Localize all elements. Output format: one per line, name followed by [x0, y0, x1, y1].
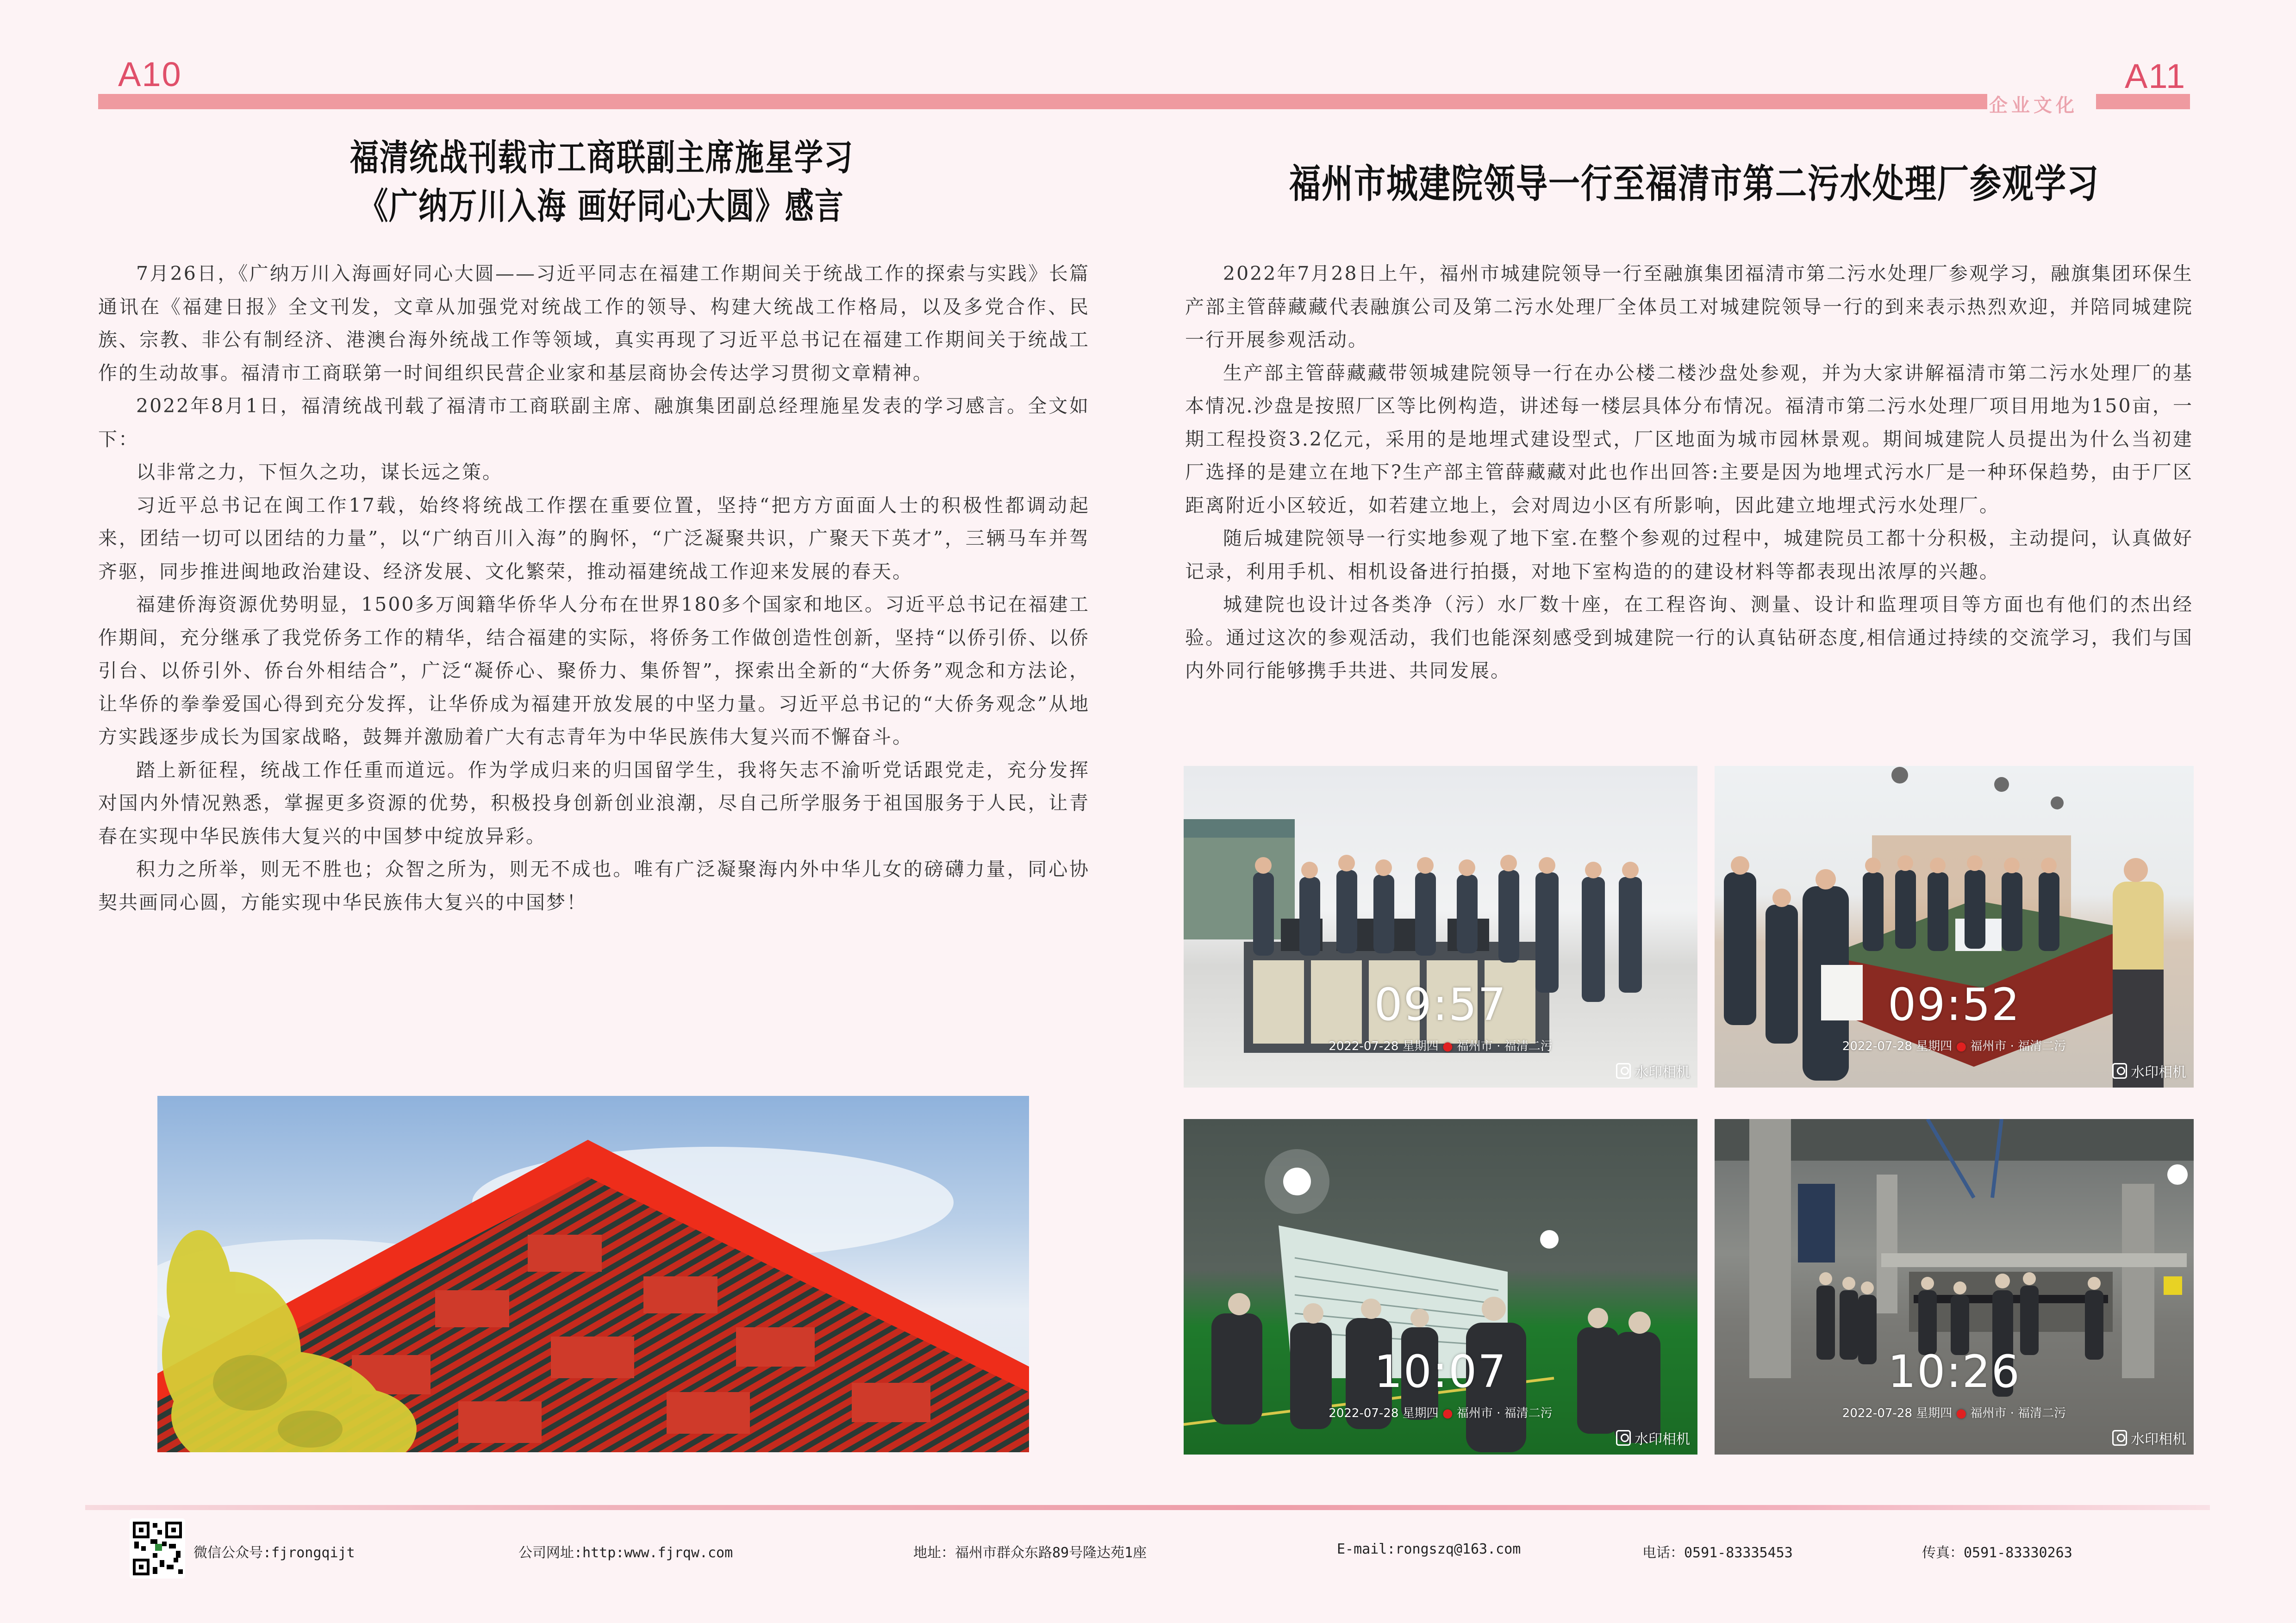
watermark	[1616, 1061, 1690, 1081]
qr-code-icon	[130, 1518, 185, 1579]
left-paragraph: 习近平总书记在闽工作17载，始终将统战工作摆在重要位置，坚持“把方方面面人士的积极性都调动起来，团结一切可以团结的力量”，以“广纳百川入海”的胸怀，“广泛凝聚共识，广聚天下英才”，三辆马车并驾齐驱，同步推进闽地政治建设、经济发展、文化繁荣，推动福建统战工作迎来发展的春天。	[98, 494, 1090, 583]
location-pin-icon: ●	[1442, 1039, 1453, 1053]
photo-date-location	[1184, 1037, 1697, 1054]
watermark	[2112, 1061, 2186, 1081]
photo-location: 福州市 · 福清二污	[1970, 1406, 2066, 1420]
left-paragraph: 踏上新征程，统战工作任重而道远。作为学成归来的归国留学生，我将矢志不渝听党话跟党走，充分发挥对国内外情况熟悉，掌握更多资源的优势，积极投身创新创业浪潮，尽自己所学服务于祖国服务于人民，让青春在实现中华民族伟大复兴的中国梦中绽放异彩。	[98, 759, 1090, 847]
footer-website[interactable]: 公司网址:http:www.fjrqw.com	[518, 1545, 733, 1561]
left-title-line-1: 福清统战刊载市工商联副主席施星学习	[349, 136, 854, 179]
photo-sand-table	[1715, 766, 2194, 1088]
right-paragraph: 城建院也设计过各类净（污）水厂数十座，在工程咨询、测量、设计和监理项目等方面也有他们的杰出经验。通过这次的参观活动，我们也能深刻感受到城建院一行的认真钻研态度,相信通过持续的交流学习，我们与国内外同行能够携手共进、共同发展。	[1185, 593, 2193, 682]
watermark-label: 水印相机	[2131, 1431, 2186, 1448]
footer-email[interactable]: E-mail:rongszq@163.com	[1337, 1541, 1521, 1557]
photo-time: 09:52	[1888, 979, 2021, 1031]
photo-basement-board	[1184, 1119, 1697, 1455]
left-paragraph: 积力之所举，则无不胜也；众智之所为，则无不成也。唯有广泛凝聚海内外中华儿女的磅礴力量，同心协契共画同心圆，方能实现中华民族伟大复兴的中国梦！	[98, 858, 1090, 914]
header-bar-right	[2096, 94, 2190, 109]
right-page-number: A11	[2125, 57, 2186, 95]
left-article-title	[139, 138, 1065, 226]
photo-date: 2022-07-28 星期四	[1842, 1406, 1953, 1420]
left-paragraph: 福建侨海资源优势明显，1500多万闽籍华侨华人分布在世界180多个国家和地区。习近平总书记在福建工作期间，充分继承了我党侨务工作的精华，结合福建的实际，将侨务工作做创造性创新，坚持“以侨引侨、以侨引台、以侨引外、侨台外相结合”，广泛“凝侨心、聚侨力、集侨智”，探索出全新的“大侨务”观念和方法论，让华侨的拳拳爱国心得到充分发挥，让华侨成为福建开放发展的中坚力量。习近平总书记的“大侨务观念”从地方实践逐步成长为国家战略，鼓舞并激励着广大有志青年为中华民族伟大复兴而不懈奋斗。	[98, 593, 1090, 748]
photo-date: 2022-07-28 星期四	[1329, 1406, 1439, 1420]
left-paragraph: 7月26日，《广纳万川入海画好同心大圆——习近平同志在福建工作期间关于统战工作的探索与实践》长篇通讯在《福建日报》全文刊发，文章从加强党对统战工作的领导、构建大统战工作格局，以及多党合作、民族、宗教、非公有制经济、港澳台海外统战工作等领域，真实再现了习近平总书记在福建工作期间关于统战工作的生动故事。福清市工商联第一时间组织民营企业家和基层商协会传达学习贯彻文章精神。	[98, 262, 1090, 384]
watermark-label: 水印相机	[1635, 1064, 1690, 1081]
right-article-title: 福州市城建院领导一行至福清市第二污水处理厂参观学习	[1289, 162, 2099, 207]
location-pin-icon: ●	[1956, 1039, 1967, 1053]
footer-phone: 电话：0591-83335453	[1642, 1545, 1793, 1561]
photo-basement-equipment	[1715, 1119, 2194, 1455]
location-pin-icon: ●	[1442, 1406, 1453, 1420]
wechat-qr-code[interactable]	[130, 1518, 185, 1579]
photo-location: 福州市 · 福清二污	[1456, 1039, 1553, 1053]
header-bar-left	[98, 94, 1987, 109]
left-paragraph: 2022年8月1日，福清统战刊载了福清市工商联副主席、融旗集团副总经理施星发表的学习感言。全文如下：	[98, 395, 1090, 450]
section-tag: 企业文化	[1989, 95, 2078, 116]
right-article-body	[1185, 257, 2193, 688]
photo-location: 福州市 · 福清二污	[1970, 1039, 2066, 1053]
photo-time: 09:57	[1374, 979, 1507, 1031]
footer-wechat: 微信公众号:fjrongqijt	[193, 1545, 355, 1561]
photo-date-location	[1715, 1037, 2194, 1054]
photo-date-location	[1184, 1404, 1697, 1421]
camera-icon	[1616, 1063, 1631, 1079]
left-page-number: A10	[118, 55, 182, 93]
footer-divider	[85, 1505, 2210, 1510]
left-paragraph: 以非常之力，下恒久之功，谋长远之策。	[136, 461, 503, 483]
watermark-label: 水印相机	[2131, 1064, 2186, 1081]
right-paragraph: 生产部主管薛藏藏带领城建院领导一行在办公楼二楼沙盘处参观，并为大家讲解福清市第二污水处理厂的基本情况.沙盘是按照厂区等比例构造，讲述每一楼层具体分布情况。福清市第二污水处理厂项目用地为150亩，一期工程投资3.2亿元，采用的是地埋式建设型式，厂区地面为城市园林景观。期间城建院人员提出为什么当初建厂选择的是建立在地下?生产部主管薛藏藏对此也作出回答:主要是因为地埋式污水厂是一种环保趋势，由于厂区距离附近小区较近，如若建立地上，会对周边小区有所影响，因此建立地埋式污水处理厂。	[1185, 361, 2193, 516]
right-paragraph: 随后城建院领导一行实地参观了地下室.在整个参观的过程中，城建院员工都十分积极，主动提问，认真做好记录，利用手机、相机设备进行拍摄，对地下室构造的的建设材料等都表现出浓厚的兴趣。	[1185, 527, 2193, 583]
right-paragraph: 2022年7月28日上午，福州市城建院领导一行至融旗集团福清市第二污水处理厂参观学习，融旗集团环保生产部主管薛藏藏代表融旗公司及第二污水处理厂全体员工对城建院领导一行的到来表示热烈欢迎，并陪同城建院一行开展参观活动。	[1185, 262, 2193, 351]
location-pin-icon: ●	[1956, 1406, 1967, 1420]
footer-fax: 传真：0591-83330263	[1922, 1545, 2072, 1561]
photo-date: 2022-07-28 星期四	[1842, 1039, 1953, 1053]
footer-address: 地址：福州市群众东路89号隆达苑1座	[913, 1545, 1147, 1561]
camera-icon	[1616, 1430, 1631, 1446]
watermark	[1616, 1428, 1690, 1448]
left-title-line-2: 《广纳万川入海 画好同心大圆》感言	[359, 185, 844, 227]
pavilion-illustration	[157, 1096, 1029, 1452]
photo-date-location	[1715, 1404, 2194, 1421]
left-article-body	[98, 257, 1090, 919]
watermark	[2112, 1428, 2186, 1448]
watermark-label: 水印相机	[1635, 1431, 1690, 1448]
photo-location: 福州市 · 福清二污	[1456, 1406, 1553, 1420]
camera-icon	[2112, 1063, 2127, 1079]
photo-control-room	[1184, 766, 1697, 1088]
photo-date: 2022-07-28 星期四	[1329, 1039, 1439, 1053]
pavilion-photo	[157, 1096, 1029, 1452]
photo-time: 10:07	[1374, 1346, 1507, 1398]
camera-icon	[2112, 1430, 2127, 1446]
photo-time: 10:26	[1888, 1346, 2021, 1398]
